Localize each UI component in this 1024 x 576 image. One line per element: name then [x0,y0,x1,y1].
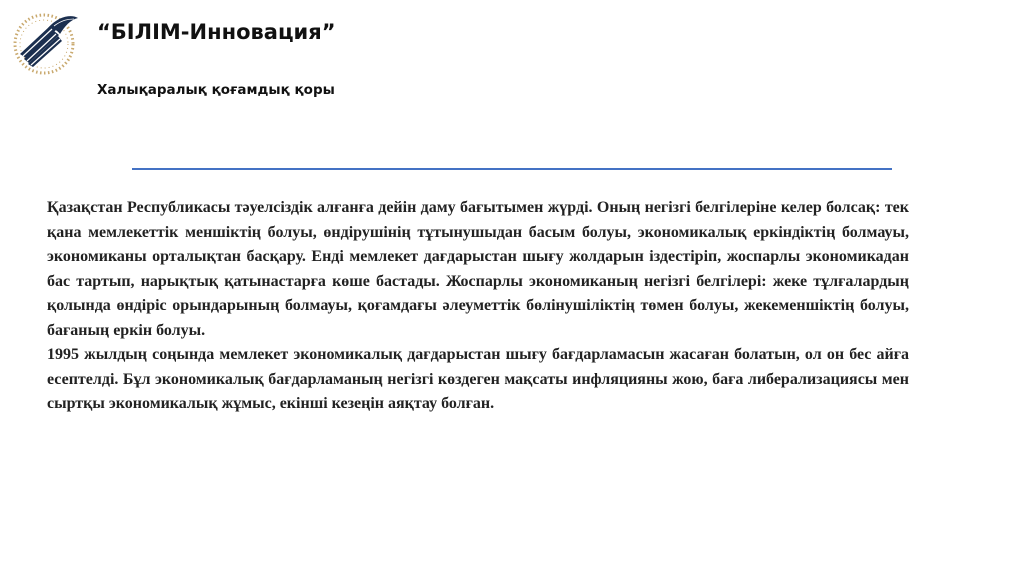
organization-subtitle: Халықаралық қоғамдық қоры [97,82,335,98]
foundation-logo [10,8,80,78]
paragraph-2: 1995 жылдың соңында мемлекет экономикалық дағдарыстан шығу бағдарламасын жасаған болатын, ол он бес айға есептелді. Бұл экономикалық бағдарламаның негізгі көздеген мақсаты инфляцияны жою, баға либерализациясы мен сыртқы экономикалық жұмыс, екінші кезеңін аяқтау болған. [47,346,909,412]
header-divider [132,168,892,170]
main-text-block [47,196,909,417]
organization-title: “БІЛІМ-Инновация” [97,20,336,44]
book-quill-logo-icon [10,8,80,78]
paragraph-1: Қазақстан Республикасы тәуелсіздік алғанға дейін даму бағытымен жүрді. Оның негізгі белгілеріне келер болсақ: тек қана мемлекеттік меншіктің болуы, өндірушінің тұтынушыдан басым болуы, экономикалық еркіндіктің болмауы, экономиканы орталықтан басқару. Енді мемлекет дағдарыстан шығу жолдарын іздестіріп, жоспарлы экономикадан бас тартып, нарықтық қатынастарға көше бастады. Жоспарлы экономиканың негізгі белгілері: жеке тұлғалардың қолында өндіріс орындарының болмауы, қоғамдағы әлеуметтік бөлінушіліктің төмен болуы, жекеменшіктің болуы, бағаның еркін болуы. [47,199,909,339]
